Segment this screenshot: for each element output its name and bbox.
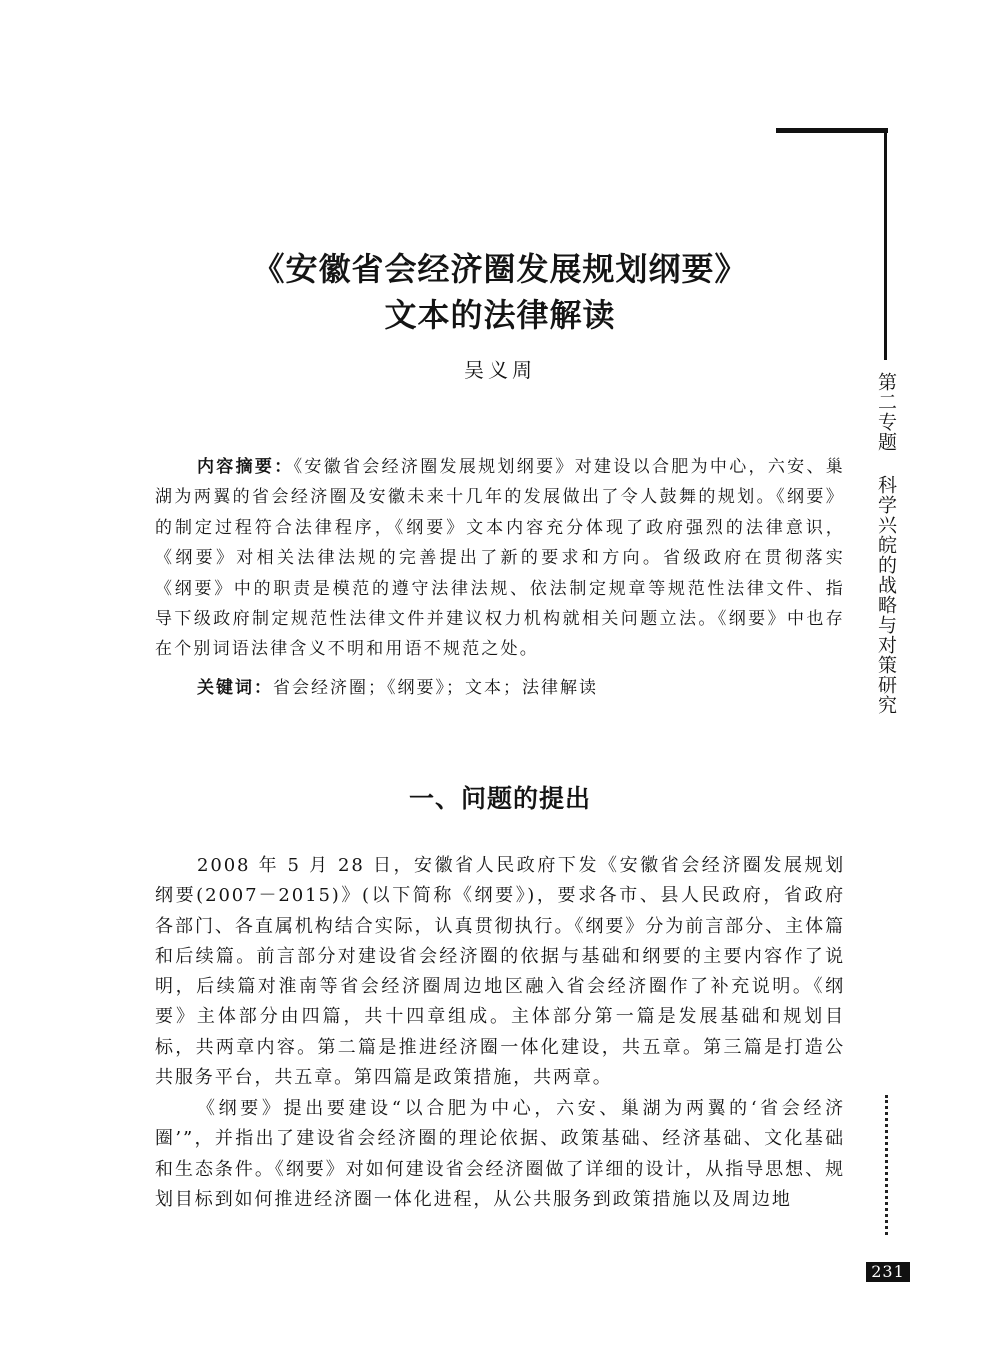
keywords — [197, 675, 847, 701]
abstract-text: 《安徽省会经济圈发展规划纲要》对建设以合肥为中心，六安、巢湖为两翼的省会经济圈及安徽未来十几年的发展做出了令人鼓舞的规划。《纲要》的制定过程符合法律程序，《纲要》文本内容充分体现了政府强烈的法律意识，《纲要》对相关法律法规的完善提出了新的要求和方向。省级政府在贯彻落实《纲要》中的职责是模范的遵守法律法规、依法制定规章等规范性法律文件、指导下级政府制定规范性法律文件并建议权力机构就相关问题立法。《纲要》中也存在个别词语法律含义不明和用语不规范之处。 — [155, 457, 845, 660]
margin-dotted-rule — [885, 1095, 888, 1235]
margin-rule-horizontal — [776, 128, 888, 133]
article-title-line1: 《安徽省会经济圈发展规划纲要》 — [252, 250, 748, 288]
body-paragraph-1: 2008 年 5 月 28 日，安徽省人民政府下发《安徽省会经济圈发展规划纲要(2007－2015)》(以下简称《纲要》)，要求各市、县人民政府，省政府各部门、各直属机构结合实际，认真贯彻执行。《纲要》分为前言部分、主体篇和后续篇。前言部分对建设省会经济圈的依据与基础和纲要的主要内容作了说明，后续篇对淮南等省会经济圈周边地区融入省会经济圈作了补充说明。《纲要》主体部分由四篇，共十四章组成。主体部分第一篇是发展基础和规划目标，共两章内容。第二篇是推进经济圈一体化建设，共五章。第三篇是打造公共服务平台，共五章。第四篇是政策措施，共两章。 — [155, 855, 845, 1089]
author-name: 吴义周 — [464, 358, 536, 382]
abstract — [155, 452, 845, 665]
keywords-text: 省会经济圈；《纲要》；文本；法律解读 — [273, 678, 598, 698]
keywords-label: 关键词： — [197, 678, 273, 698]
body-paragraph-2: 《纲要》提出要建设“以合肥为中心，六安、巢湖为两翼的‘省会经济圈’”，并指出了建设省会经济圈的理论依据、政策基础、经济基础、文化基础和生态条件。《纲要》对如何建设省会经济圈做了详细的设计，从指导思想、规划目标到如何推进经济圈一体化进程，从公共服务到政策措施以及周边地 — [155, 1098, 845, 1210]
running-header-vertical: 第二专题 科学兴皖的战略与对策研究 — [875, 372, 897, 715]
abstract-label: 内容摘要： — [197, 457, 294, 477]
margin-rule-vertical — [884, 128, 887, 360]
page-number: 231 — [866, 1262, 910, 1282]
section-heading: 一、问题的提出 — [408, 784, 591, 813]
article-title-line2: 文本的法律解读 — [384, 296, 616, 334]
